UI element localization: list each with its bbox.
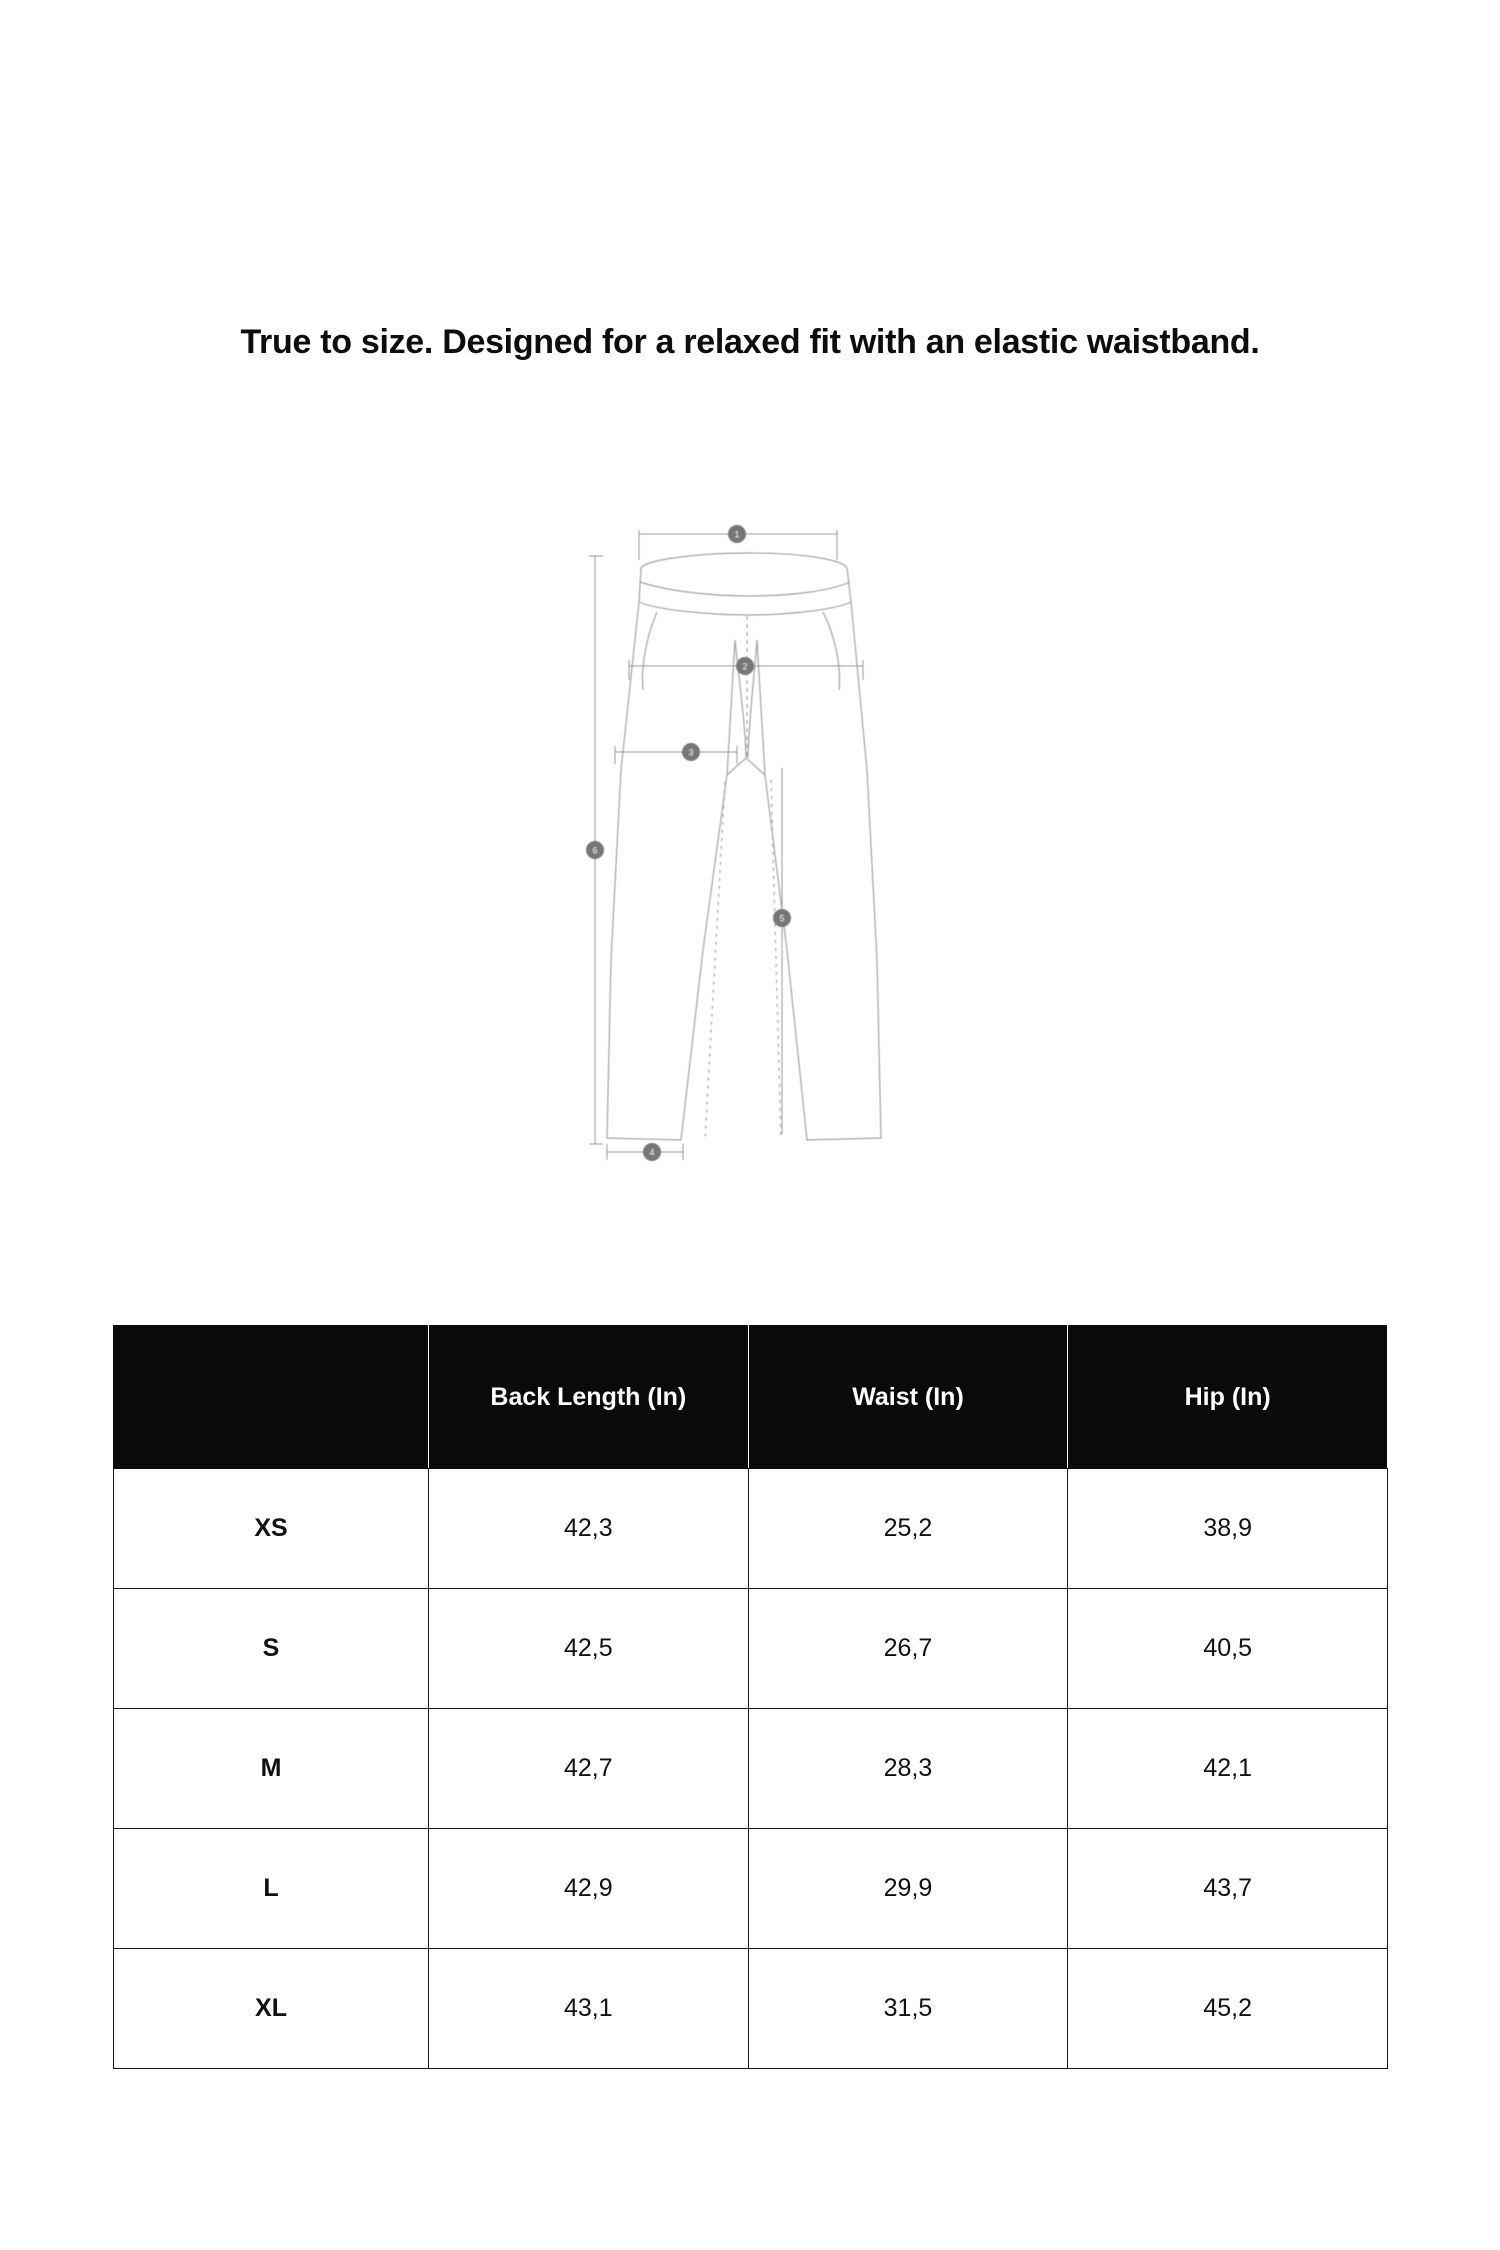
cell-l-back-length: 42,9 (429, 1829, 749, 1949)
cell-l-hip: 43,7 (1068, 1829, 1388, 1949)
pants-diagram-svg (585, 520, 915, 1190)
column-header-waist: Waist (In) (748, 1326, 1068, 1469)
row-size-l: L (114, 1829, 429, 1949)
svg-text:5: 5 (779, 913, 785, 924)
row-size-xs: XS (114, 1469, 429, 1589)
cell-m-hip: 42,1 (1068, 1709, 1388, 1829)
size-table (113, 1325, 1388, 2069)
svg-text:1: 1 (734, 529, 740, 540)
row-size-m: M (114, 1709, 429, 1829)
cell-xl-back-length: 43,1 (429, 1949, 749, 2069)
table-row (114, 1589, 1388, 1709)
cell-xs-back-length: 42,3 (429, 1469, 749, 1589)
column-header-back-length: Back Length (In) (429, 1326, 749, 1469)
table-row (114, 1829, 1388, 1949)
cell-xl-waist: 31,5 (748, 1949, 1068, 2069)
row-size-s: S (114, 1589, 429, 1709)
row-size-xl: XL (114, 1949, 429, 2069)
cell-m-back-length: 42,7 (429, 1709, 749, 1829)
cell-s-waist: 26,7 (748, 1589, 1068, 1709)
table-row (114, 1949, 1388, 2069)
table-row (114, 1709, 1388, 1829)
table-header (114, 1326, 1388, 1469)
page-title: True to size. Designed for a relaxed fit with an elastic waistband. (240, 323, 1260, 361)
pants-measurement-diagram (0, 505, 1500, 1205)
table-header-row (114, 1326, 1388, 1469)
cell-s-back-length: 42,5 (429, 1589, 749, 1709)
table-row (114, 1469, 1388, 1589)
cell-xs-hip: 38,9 (1068, 1469, 1388, 1589)
cell-s-hip: 40,5 (1068, 1589, 1388, 1709)
svg-text:2: 2 (742, 661, 748, 672)
cell-xl-hip: 45,2 (1068, 1949, 1388, 2069)
size-chart (113, 1325, 1388, 2069)
cell-xs-waist: 25,2 (748, 1469, 1068, 1589)
svg-text:6: 6 (592, 845, 598, 856)
svg-text:4: 4 (649, 1147, 655, 1158)
cell-m-waist: 28,3 (748, 1709, 1068, 1829)
column-header-hip: Hip (In) (1068, 1326, 1388, 1469)
table-corner-header (114, 1326, 429, 1469)
cell-l-waist: 29,9 (748, 1829, 1068, 1949)
svg-text:3: 3 (688, 747, 694, 758)
table-body (114, 1469, 1388, 2069)
